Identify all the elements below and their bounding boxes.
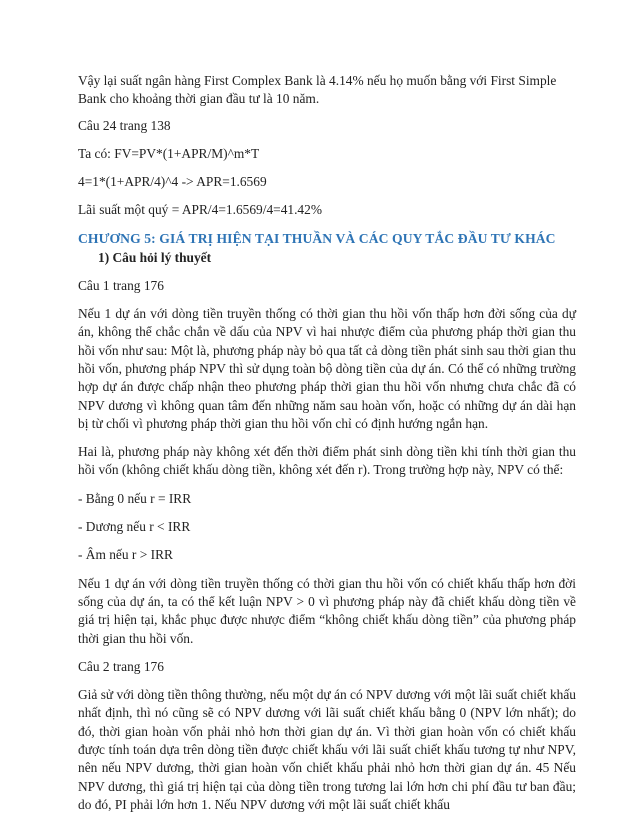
question-2-heading: Câu 2 trang 176 — [78, 658, 164, 674]
paragraph-answer: Nếu 1 dự án với dòng tiền truyền thống có thời gian thu hồi vốn thấp hơn đời sống của dự án, không thể chắc chắn về dấu của NPV vì hai nhược điểm của phương pháp thời gian thu hồi vốn như sau: Một là, phương pháp này bỏ qua tất cả dòng tiền phát sinh sau thời gian thu hồi vốn, phương pháp NPV thì sử dụng toàn bộ dòng tiền của dự án. Có thể có những trường hợp dự án được chấp nhận theo phương pháp thời gian thu hồi vốn nhưng chưa chắc đã có NPV dương vì không quan tâm đến những năm sau hoàn vốn, hoặc có những dự án dài hạn bị từ chối vì phương pháp thời gian thu hồi vốn chỉ có định hướng ngắn hạn. — [78, 306, 576, 431]
question-1-heading: Câu 1 trang 176 — [78, 277, 164, 293]
section-heading: 1) Câu hỏi lý thuyết — [98, 249, 212, 265]
formula-line: Ta có: FV=PV*(1+APR/M)^m*T — [78, 145, 260, 161]
paragraph-answer: Nếu 1 dự án với dòng tiền truyền thống có thời gian thu hồi vốn có chiết khấu thấp hơn đời sống của dự án, ta có thể kết luận NPV > 0 vì phương pháp này đã chiết khấu dòng tiền về giá trị hiện tại, khắc phục được nhược điểm “không chiết khấu dòng tiền” của phương pháp thời gian thu hồi vốn. — [78, 575, 576, 646]
bullet-item: - Âm nếu r > IRR — [78, 547, 173, 563]
paragraph-answer: Giả sử với dòng tiền thông thường, nếu một dự án có NPV dương với một lãi suất chiết khấu nhất định, thì nó cũng sẽ có NPV dương với lãi suất chiết khấu bằng 0 (NPV lớn nhất); do đó, thời gian hoàn vốn phải nhỏ hơn thời gian dự án. Vì thời gian hoàn vốn có chiết khấu được tính toán dựa trên dòng tiền được chiết khấu với lãi suất chiết khấu tương tự như NPV, nên nếu NPV dương, thời gian hoàn vốn chiết khấu phải nhỏ hơn thời gian dự án. 45 Nếu NPV dương, thì giá trị hiện tại của dòng tiền trong tương lai lớn hơn chi phí đầu tư ban đầu; do đó, PI phải lớn hơn 1. Nếu NPV dương với một lãi suất chiết khấu — [78, 687, 576, 812]
formula-line: 4=1*(1+APR/4)^4 -> APR=1.6569 — [78, 174, 267, 190]
paragraph-answer: Hai là, phương pháp này không xét đến thời điểm phát sinh dòng tiền khi tính thời gian thu hồi vốn (không chiết khấu dòng tiền, không xét đến r). Trong trường hợp này, NPV có thể: — [78, 444, 576, 478]
bullet-item: - Dương nếu r < IRR — [78, 519, 191, 535]
question-24-heading: Câu 24 trang 138 — [78, 117, 171, 133]
formula-line: Lãi suất một quý = APR/4=1.6569/4=41.42% — [78, 202, 322, 218]
chapter-title: CHƯƠNG 5: GIÁ TRỊ HIỆN TẠI THUẦN VÀ CÁC QUY TẮC ĐẦU TƯ KHÁC — [78, 230, 556, 246]
paragraph-conclusion: Vậy lại suất ngân hàng First Complex Bank là 4.14% nếu họ muốn bằng với First Simple Bank cho khoảng thời gian đầu tư là 10 năm. — [78, 73, 557, 107]
bullet-item: - Bằng 0 nếu r = IRR — [78, 490, 192, 506]
